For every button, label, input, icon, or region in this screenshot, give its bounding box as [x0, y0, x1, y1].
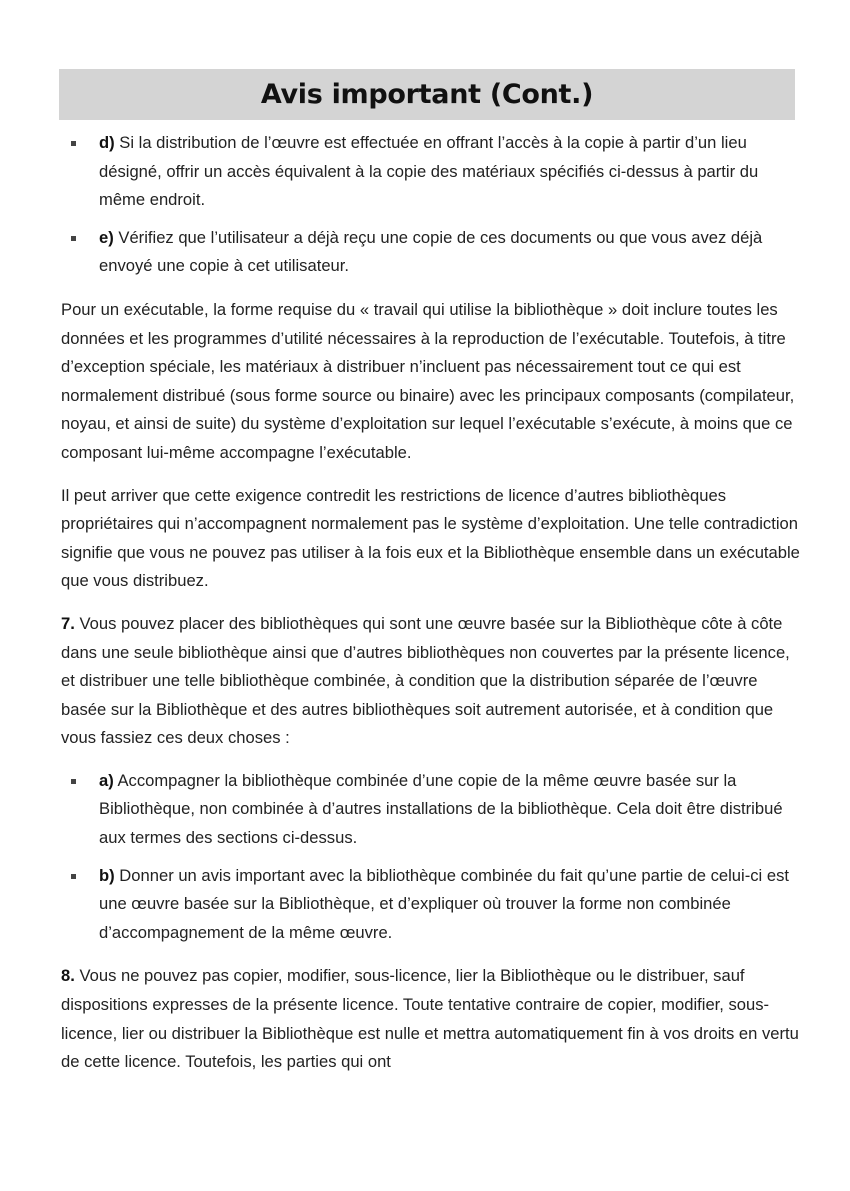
section-number: 7. [61, 613, 75, 633]
square-bullet-icon [71, 141, 76, 146]
section-number: 8. [61, 966, 75, 986]
square-bullet-icon [71, 236, 76, 241]
paragraph-contradiction: Il peut arriver que cette exigence contredit les restrictions de licence d’autres bibliothèques propriétaires qui n’accompagnent normalement pas le système d’exploitation. Une telle contradiction signifie que vous ne pouvez pas utiliser à la fois eux et la Bibliothèque ensemble dans un exécutable que vous distribuez. [61, 485, 800, 591]
bullet-list-a-b [61, 767, 801, 948]
list-item-text: Vérifiez que l’utilisateur a déjà reçu une copie de ces documents ou que vous avez déjà envoyé une copie à cet utilisateur. [99, 227, 763, 276]
list-item [61, 129, 801, 215]
list-item [61, 224, 801, 281]
bullet-list-d-e [61, 129, 801, 281]
list-item-text: Donner un avis important avec la bibliothèque combinée du fait qu’une partie de celui-ci est une œuvre basée sur la Bibliothèque, et d’expliquer où trouver la forme non combinée d’accompagnement de la même œuvre. [99, 865, 789, 942]
list-item-text: Accompagner la bibliothèque combinée d’une copie de la même œuvre basée sur la Bibliothèque, non combinée à d’autres installations de la bibliothèque. Cela doit être distribué aux termes des sections ci-dessus. [99, 770, 783, 848]
list-item-key: a) [99, 770, 114, 790]
paragraph-executable: Pour un exécutable, la forme requise du « travail qui utilise la bibliothèque » doit inclure toutes les données et les programmes d’utilité nécessaires à la reproduction de l’exécutable. Toutefois, à titre d’exception spéciale, les matériaux à distribuer n’incluent pas nécessairement tout ce qui est normalement distribué (sous forme source ou binaire) avec les principaux composants (compilateur, noyau, et ainsi de suite) du système d’exploitation sur lequel l’exécutable s’exécute, à moins que ce composant lui-même accompagne l’exécutable. [61, 299, 795, 462]
section-8-paragraph [61, 962, 801, 1076]
list-item-text: Si la distribution de l’œuvre est effectuée en offrant l’accès à la copie à partir d’un lieu désigné, offrir un accès équivalent à la copie des matériaux spécifiés ci-dessus à partir du même endroit. [99, 133, 759, 210]
list-item-key: d) [99, 133, 115, 152]
section-header-bar [59, 69, 795, 120]
square-bullet-icon [71, 874, 76, 879]
page-title: Avis important (Cont.) [260, 79, 594, 110]
section-7-paragraph [61, 610, 801, 753]
document-body [61, 129, 801, 1091]
list-item-key: e) [99, 227, 114, 247]
square-bullet-icon [71, 779, 76, 784]
section-text: Vous ne pouvez pas copier, modifier, sous-licence, lier la Bibliothèque ou le distribuer, sauf dispositions expresses de la présente licence. Toute tentative contraire de copier, modifier, sous-licence, lier ou distribuer la Bibliothèque est nulle et mettra automatiquement fin à vos droits en vertu de cette licence. Toutefois, les parties qui ont [61, 966, 799, 1072]
list-item [61, 862, 801, 948]
list-item [61, 767, 801, 853]
list-item-key: b) [99, 865, 115, 885]
section-text: Vous pouvez placer des bibliothèques qui sont une œuvre basée sur la Bibliothèque côte à côte dans une seule bibliothèque ainsi que d’autres bibliothèques non couvertes par la présente licence, et distribuer une telle bibliothèque combinée, à condition que la distribution séparée de l’œuvre basée sur la Bibliothèque et des autres bibliothèques soit autrement autorisée, et à condition que vous fassiez ces deux choses : [61, 613, 790, 748]
